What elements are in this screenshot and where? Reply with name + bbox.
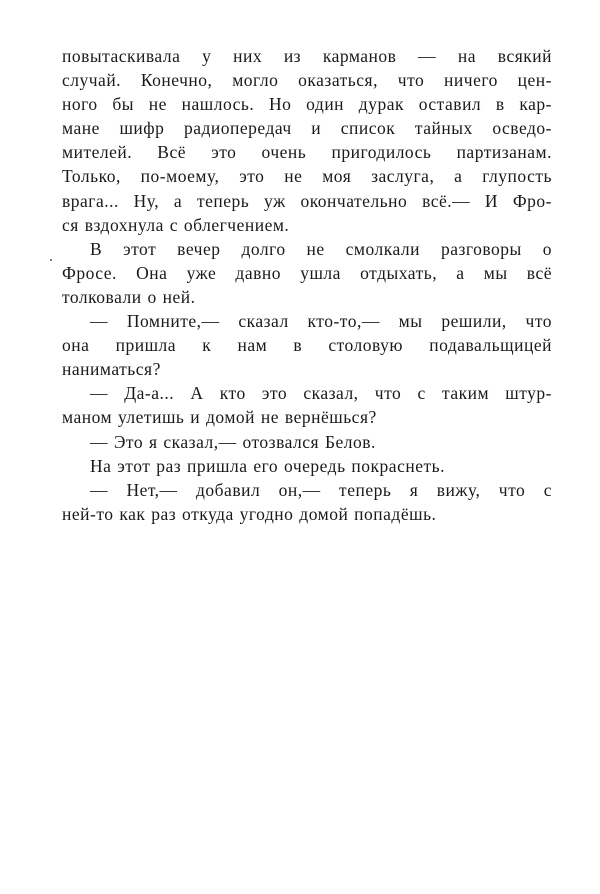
text-line: Только, по-моему, это не моя заслуга, а глупость <box>62 166 552 187</box>
text-line: — Это я сказал,— отозвался Белов. <box>90 431 376 452</box>
text-line: повытаскивала у них из карманов — на всякий <box>62 46 552 66</box>
text-line: — Да-а... А кто это сказал, что с таким штур- <box>90 383 552 404</box>
body-text <box>62 44 552 526</box>
paragraph <box>62 381 552 429</box>
text-line: маном улетишь и домой не вернёшься? <box>62 407 377 428</box>
text-line: случай. Конечно, могло оказаться, что ничего цен- <box>62 70 552 91</box>
text-line: ного бы не нашлось. Но один дурак оставил в кар- <box>62 94 552 115</box>
paragraph <box>62 309 552 381</box>
text-line: врага... Ну, а теперь уж окончательно всё.— И Фро- <box>62 190 552 211</box>
text-line: На этот раз пришла его очередь покраснеть. <box>90 455 445 476</box>
text-line: мителей. Всё это очень пригодилось партизанам. <box>62 142 552 163</box>
paragraph <box>62 454 552 478</box>
paragraph <box>62 237 552 309</box>
paragraph <box>62 44 552 237</box>
text-line: наниматься? <box>62 359 161 380</box>
text-line: ней-то как раз откуда угодно домой попадёшь. <box>62 503 437 524</box>
text-line: Фросе. Она уже давно ушла отдыхать, а мы всё <box>62 262 552 283</box>
text-line: толковали о ней. <box>62 286 196 307</box>
paragraph <box>62 430 552 454</box>
text-line: она пришла к нам в столовую подавальщицей <box>62 335 552 356</box>
text-line: — Помните,— сказал кто-то,— мы решили, что <box>90 311 552 332</box>
paragraph <box>62 478 552 526</box>
text-line: ся вздохнула с облегчением. <box>62 214 290 235</box>
print-speck <box>50 259 52 261</box>
text-line: — Нет,— добавил он,— теперь я вижу, что с <box>90 479 552 500</box>
text-line: мане шифр радиопередач и список тайных осведо- <box>62 118 552 139</box>
text-line: В этот вечер долго не смолкали разговоры о <box>90 238 552 259</box>
